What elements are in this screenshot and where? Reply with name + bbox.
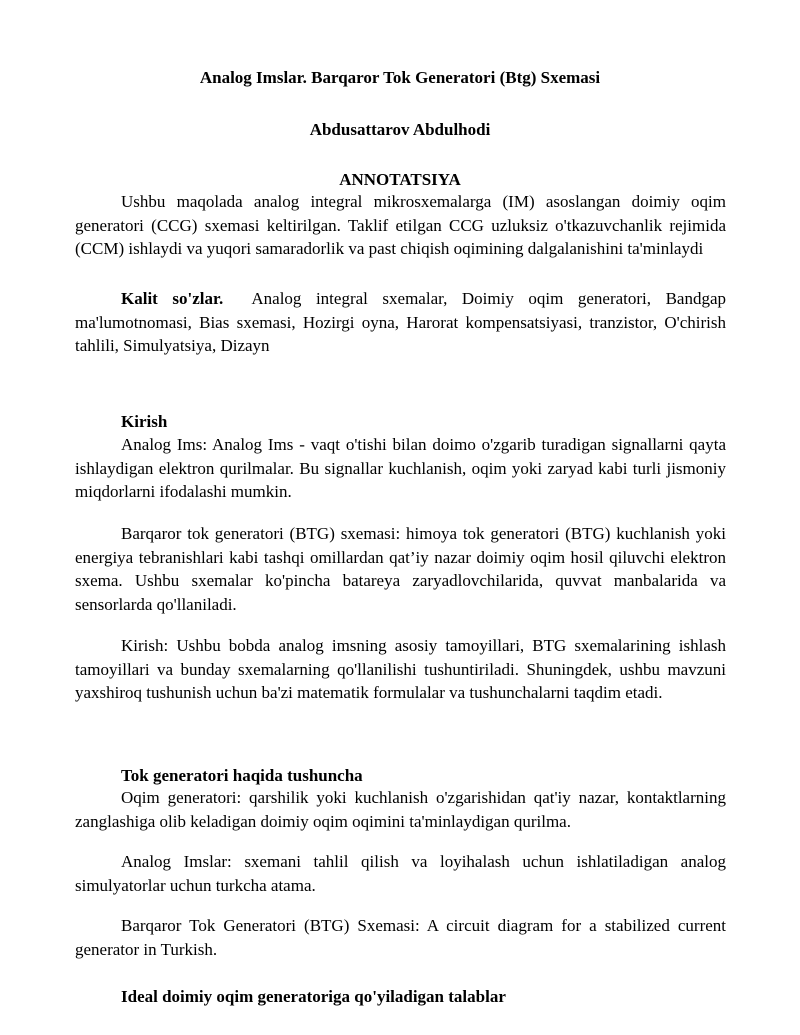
author-name: Abdusattarov Abdulhodi <box>309 120 491 139</box>
keywords-paragraph <box>75 287 726 358</box>
document-title: Analog Imslar. Barqaror Tok Generatori (Btg) Sxemasi <box>199 68 601 87</box>
intro-heading: Kirish <box>121 412 168 431</box>
intro-paragraph-2: Barqaror tok generatori (BTG) sxemasi: himoya tok generatori (BTG) kuchlanish yoki energiya tebranishlari kabi tashqi omillardan qat’iy nazar doimiy oqim hosil qiluvchi elektron sxema. Ushbu sxemalar ko'pincha batareya zaryadlovchilarida, quvvat manbalarida va sensorlarda qo'llaniladi. <box>75 524 726 614</box>
concept-heading: Tok generatori haqida tushuncha <box>121 766 363 785</box>
annotation-heading: ANNOTATSIYA <box>339 170 461 189</box>
keywords-label: Kalit so'zlar. <box>121 289 224 308</box>
concept-paragraph-2: Analog Imslar: sxemani tahlil qilish va loyihalash uchun ishlatiladigan analog simulyatorlar uchun turkcha atama. <box>75 852 726 895</box>
concept-paragraph-3: Barqaror Tok Generatori (BTG) Sxemasi: A circuit diagram for a stabilized current generator in Turkish. <box>75 916 726 959</box>
requirements-heading: Ideal doimiy oqim generatoriga qo'yiladigan talablar <box>121 987 506 1006</box>
intro-paragraph-3: Kirish: Ushbu bobda analog imsning asosiy tamoyillari, BTG sxemalarining ishlash tamoyillari va bunday sxemalarning qo'llanilishi tushuntiriladi. Shuningdek, ushbu mavzuni yaxshiroq tushunish uchun ba'zi matematik formulalar va tushunchalarni taqdim etadi. <box>75 636 726 702</box>
annotation-paragraph: Ushbu maqolada analog integral mikrosxemalarga (IM) asoslangan doimiy oqim generatori (CCG) sxemasi keltirilgan. Taklif etilgan CCG uzluksiz o'tkazuvchanlik rejimida (CCM) ishlaydi va yuqori samaradorlik va past chiqish oqimining dalgalanishini ta'minlaydi <box>75 192 726 258</box>
concept-paragraph-1: Oqim generatori: qarshilik yoki kuchlanish o'zgarishidan qat'iy nazar, kontaktlarning zanglashiga olib keladigan doimiy oqim oqimini ta'minlaydigan qurilma. <box>75 788 726 831</box>
keywords-text: Analog integral sxemalar, Doimiy oqim generatori, Bandgap ma'lumotnomasi, Bias sxemasi, Hozirgi oyna, Harorat kompensatsiyasi, tranzistor, O'chirish tahlili, Simulyatsiya, Dizayn <box>75 289 726 355</box>
intro-paragraph-1: Analog Ims: Analog Ims - vaqt o'tishi bilan doimo o'zgarib turadigan signallarni qayta ishlaydigan elektron qurilmalar. Bu signallar kuchlanish, oqim yoki zaryad kabi turli jismoniy miqdorlarni ifodalashi mumkin. <box>75 435 726 501</box>
